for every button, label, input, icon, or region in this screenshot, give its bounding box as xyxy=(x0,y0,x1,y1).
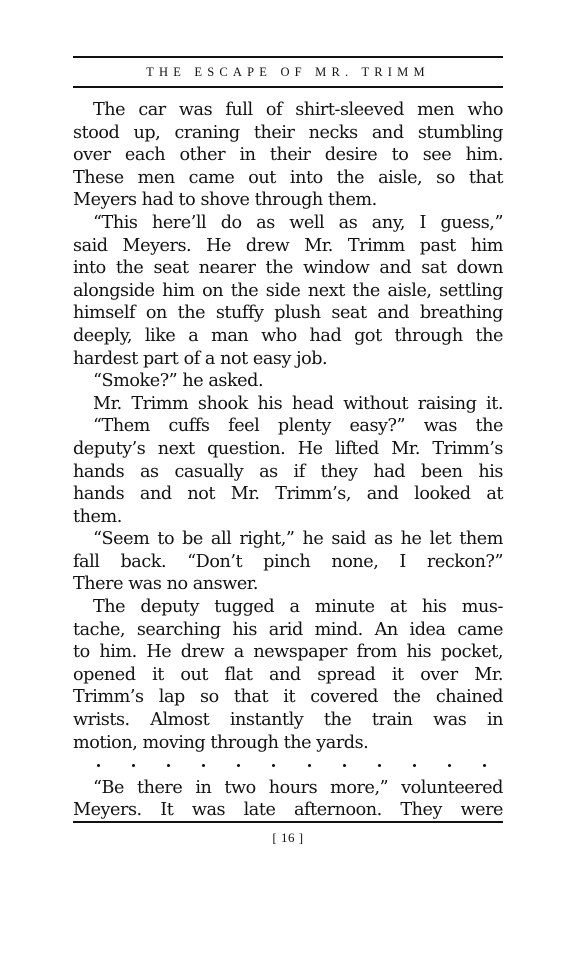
text-line: into the seat nearer the window and sat down xyxy=(73,258,503,279)
text-line: Trimm’s lap so that it covered the chained xyxy=(73,687,503,708)
separator-dot xyxy=(167,764,170,767)
body-text xyxy=(73,99,503,822)
text-line: deeply, like a man who had got through the xyxy=(73,325,503,346)
text-line: to him. He drew a newspaper from his pocket, xyxy=(73,642,503,663)
separator-dot xyxy=(413,764,416,767)
text-line: These men came out into the aisle, so that xyxy=(73,167,503,188)
text-line: hands as casually as if they had been his xyxy=(73,461,503,482)
text-block-continued xyxy=(73,777,503,822)
text-line: “Smoke?” he asked. xyxy=(93,371,264,392)
separator-dot xyxy=(448,764,451,767)
text-line: opened it out flat and spread it over Mr. xyxy=(73,664,503,685)
separator-dot xyxy=(343,764,346,767)
separator-dot xyxy=(132,764,135,767)
text-line: Mr. Trimm shook his head without raising it. xyxy=(93,393,503,414)
text-line: himself on the stuffy plush seat and breathing xyxy=(73,303,503,324)
text-line: stood up, craning their necks and stumbling xyxy=(73,122,503,143)
separator-dot xyxy=(237,764,240,767)
text-line: “Be there in two hours more,” volunteered xyxy=(93,777,503,798)
bottom-rule xyxy=(73,821,503,823)
separator-dot xyxy=(97,764,100,767)
text-line: fall back. “Don’t pinch none, I reckon?” xyxy=(73,551,503,572)
text-line: “Them cuffs feel plenty easy?” was the xyxy=(93,416,503,437)
text-line: There was no answer. xyxy=(73,574,258,595)
text-line: Meyers. It was late afternoon. They were xyxy=(73,800,503,821)
text-line: over each other in their desire to see him. xyxy=(73,145,503,166)
text-line: hardest part of a not easy job. xyxy=(73,348,328,369)
text-line: Meyers had to shove through them. xyxy=(73,190,377,211)
running-head: THE ESCAPE OF MR. TRIMM xyxy=(146,65,430,79)
text-line: them. xyxy=(73,506,122,527)
text-line: The deputy tugged a minute at his mus- xyxy=(93,597,503,618)
section-break-dots xyxy=(73,754,503,777)
separator-dot xyxy=(272,764,275,767)
page-number: [ 16 ] xyxy=(272,830,304,845)
text-line: The car was full of shirt-sleeved men who xyxy=(93,100,503,120)
header-rule xyxy=(73,86,503,88)
text-line: said Meyers. He drew Mr. Trimm past him xyxy=(73,235,503,256)
text-line: hands and not Mr. Trimm’s, and looked at xyxy=(73,484,503,505)
text-line: tache, searching his arid mind. An idea came xyxy=(73,619,503,640)
text-line: “This here’ll do as well as any, I guess,” xyxy=(93,212,503,233)
text-line: motion, moving through the yards. xyxy=(73,732,369,753)
separator-dot xyxy=(308,764,311,767)
text-line: alongside him on the side next the aisle, settling xyxy=(73,280,503,301)
separator-dot xyxy=(202,764,205,767)
text-line: deputy’s next question. He lifted Mr. Trimm’s xyxy=(73,438,503,459)
separator-dot xyxy=(378,764,381,767)
text-line: wrists. Almost instantly the train was in xyxy=(73,710,503,731)
text-block-main xyxy=(73,99,503,754)
text-line: “Seem to be all right,” he said as he let them xyxy=(93,529,503,550)
separator-dot xyxy=(483,764,486,767)
top-rule xyxy=(73,56,503,58)
